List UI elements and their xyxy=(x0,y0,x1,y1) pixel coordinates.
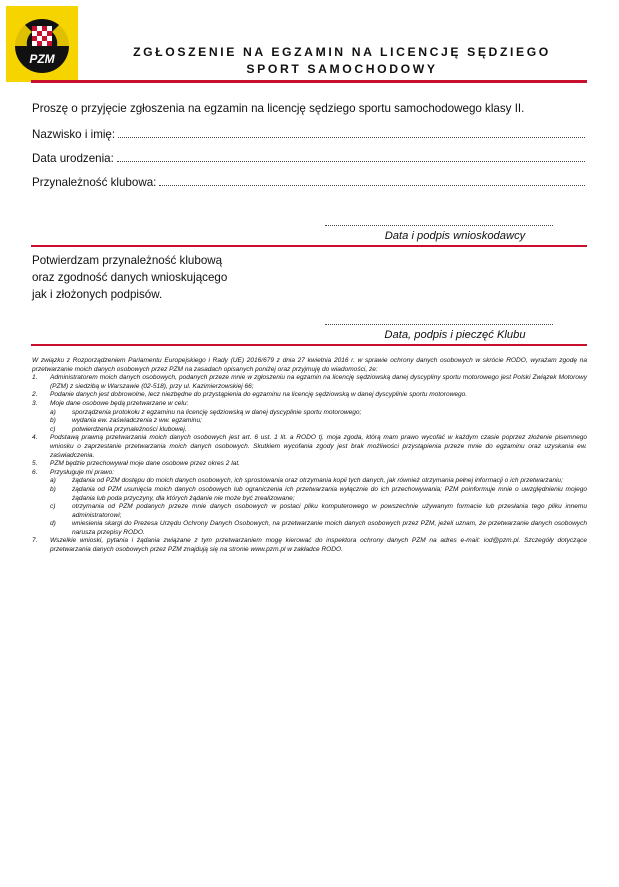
rodo-item: 1. Administratorem moich danych osobowych, podanych przeze mnie w zgłoszeniu na egzamin na licencję sędziowską danej dyscypliny sportu motorowego jest Polski Związek Motorowy (PZM) z siedzibą w Warszawie (02-518), przy ul. Kazimierzowskiej 66; xyxy=(32,374,587,390)
rodo-subitem: c) potwierdzenia przynależności klubowej. xyxy=(50,425,187,433)
rodo-item: 2. Podanie danych jest dobrowolne, lecz niezbędne do przystąpienia do egzaminu na licencję sędziowską w danej dyscyplinie sportu motorowego. xyxy=(32,391,468,399)
rodo-subitem: a) żądania od PZM dostępu do moich danych osobowych, ich sprostowania oraz otrzymania kopii tych danych, jak również otrzymania pełnej informacji o ich przetwarzaniu; xyxy=(50,477,563,485)
birth-date-label: Data urodzenia: xyxy=(32,152,114,165)
rodo-subitem: a) sporządzenia protokołu z egzaminu na licencję sędziowską w danej dyscyplinie sportu motorowego; xyxy=(50,408,362,416)
birth-date-field[interactable] xyxy=(32,151,585,166)
club-signature-line[interactable] xyxy=(325,323,553,325)
rodo-item: 6. Przysługuje mi prawo: xyxy=(32,468,115,476)
page-title xyxy=(92,44,592,78)
rodo-subitem: d) wniesienia skargi do Prezesa Urzędu Ochrony Danych Osobowych, na przetwarzanie moich danych osobowych przez PZM, jeżeli uznam, że przetwarzanie danych osobowych narusza przepisy RODO. xyxy=(50,520,587,536)
club-confirmation xyxy=(32,252,227,303)
rodo-intro: W związku z Rozporządzeniem Parlamentu Europejskiego i Rady (UE) 2016/679 z dnia 27 kwietnia 2016 r. w sprawie ochrony danych osobowych w skrócie RODO, wyrażam zgodę na przetwarzanie moich danych osobowych przez PZM na zasadach opisanych poniżej oraz przyjmuję do wiadomości, że: xyxy=(32,357,587,373)
name-field[interactable] xyxy=(32,127,585,142)
section-divider-2 xyxy=(31,344,587,346)
applicant-signature-line[interactable] xyxy=(325,224,553,226)
club-field[interactable] xyxy=(32,175,585,190)
intro-text: Proszę o przyjęcie zgłoszenia na egzamin na licencję sędziego sportu samochodowego klasy II. xyxy=(32,102,525,115)
pzm-logo xyxy=(6,6,78,82)
applicant-signature-caption: Data i podpis wnioskodawcy xyxy=(384,230,526,242)
name-input-line[interactable] xyxy=(118,127,585,138)
confirm-line-2: oraz zgodność danych wnioskującego xyxy=(32,271,228,284)
rodo-item: 5. PZM będzie przechowywał moje dane osobowe przez okres 2 lat. xyxy=(32,460,240,468)
rodo-clause xyxy=(32,357,587,555)
title-divider xyxy=(31,80,587,83)
club-label: Przynależność klubowa: xyxy=(32,176,157,189)
title-line-1: ZGŁOSZENIE NA EGZAMIN NA LICENCJĘ SĘDZIEGO xyxy=(133,45,551,59)
rodo-subitem: b) wydania ew. zaświadczenia z ww. egzaminu; xyxy=(50,417,202,425)
name-label: Nazwisko i imię: xyxy=(32,128,116,141)
confirm-line-1: Potwierdzam przynależność klubową xyxy=(32,254,223,267)
rodo-list xyxy=(32,374,587,554)
club-input-line[interactable] xyxy=(159,175,585,186)
confirm-line-3: jak i złożonych podpisów. xyxy=(32,288,163,301)
title-line-2: SPORT SAMOCHODOWY xyxy=(246,62,438,76)
rodo-item: 4. Podstawą prawną przetwarzania moich danych osobowych jest art. 6 ust. 1 lit. a RODO tj. moja zgoda, którą mam prawo wycofać w każdym czasie poprzez złożenie pisemnego wniosku o zaprzestanie przetwarzania moich danych osobowych. Skutkiem wycofania zgody jest brak możliwości przystąpienia przeze mnie do egzaminu oraz uzyskania ew. zaświadczenia. xyxy=(32,434,587,459)
logo-text: PZM xyxy=(29,52,55,66)
section-divider-1 xyxy=(31,245,587,247)
rodo-item: 3. Moje dane osobowe będą przetwarzane w celu: xyxy=(32,399,189,407)
birth-date-input-line[interactable] xyxy=(117,151,585,162)
rodo-subitem: c) otrzymania od PZM podanych przeze mnie danych osobowych w postaci pliku komputerowego w powszechnie używanym formacie lub przesłania tego pliku innemu administratorowi; xyxy=(50,503,587,519)
rodo-subitem: b) żądania od PZM usunięcia moich danych osobowych lub ograniczenia ich przetwarzania wyłącznie do ich przechowywania; PZM poinformuje mnie o uwzględnieniu mojego żądania lub poda przyczyny, dla których żądanie nie może być zrealizowane; xyxy=(50,485,587,502)
club-signature-caption: Data, podpis i pieczęć Klubu xyxy=(384,329,526,341)
rodo-item: 7. Wszelkie wnioski, pytania i żądania związane z tym przetwarzaniem mogę kierować do inspektora ochrony danych PZM na adres e-mail: iod@pzm.pl. Szczegóły dotyczące przetwarzania danych osobowych przez PZM znajdują się na stronie www.pzm.pl w zakładce RODO. xyxy=(32,537,587,554)
